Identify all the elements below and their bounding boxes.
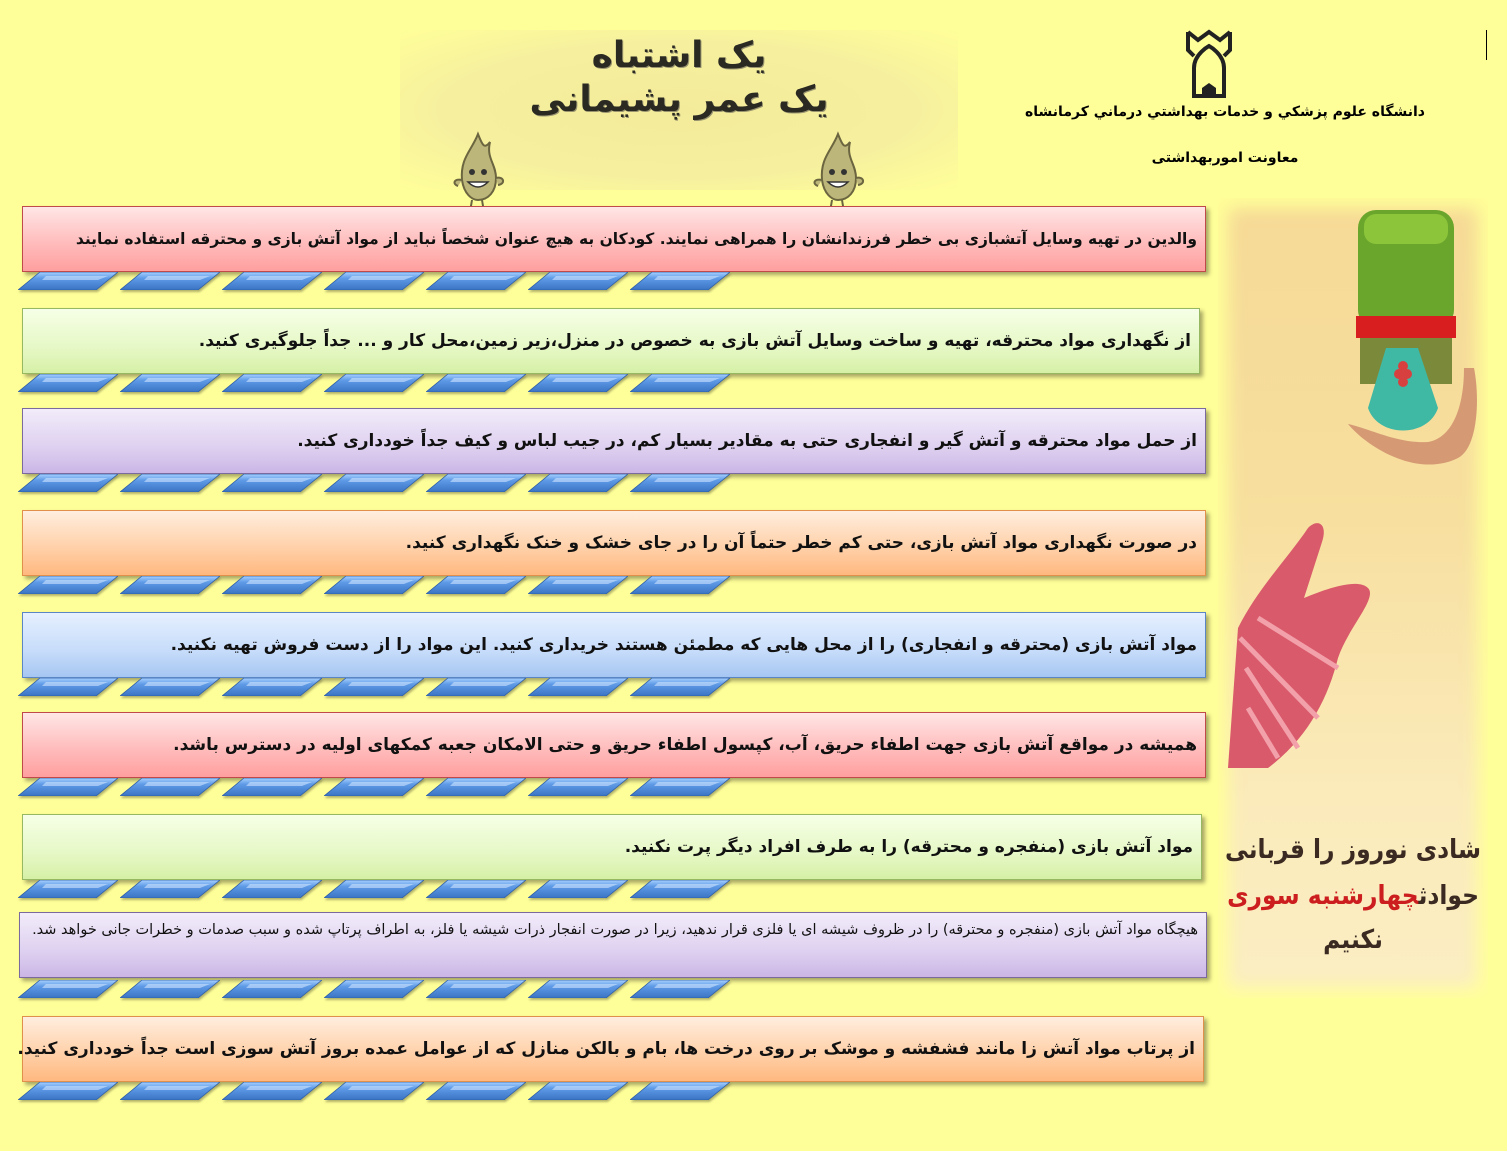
chevron-divider [18,678,748,698]
chevron-divider [18,272,748,292]
safety-tip-5 [22,612,1206,678]
chevron-divider [18,778,748,798]
chevron-parallelogram-icon [528,474,628,492]
chevron-parallelogram-icon [222,474,322,492]
chevron-parallelogram-icon [18,980,118,998]
chevron-parallelogram-icon [324,474,424,492]
safety-tip-7 [22,814,1202,880]
university-name: دانشگاه علوم پزشكي و خدمات بهداشتي درماني كرمانشاه [1025,104,1425,120]
chevron-parallelogram-icon [426,374,526,392]
chevron-parallelogram-icon [18,778,118,796]
banner-line-2: یک عمر پشیمانی [529,79,829,120]
chevron-parallelogram-icon [426,880,526,898]
tip-text: از حمل مواد محترقه و آتش گیر و انفجاری حتی به مقادیر بسیار کم، در جیب لباس و کیف جداً خودداری کنید. [297,431,1197,451]
chevron-parallelogram-icon [426,778,526,796]
chevron-parallelogram-icon [18,1082,118,1100]
chevron-parallelogram-icon [18,272,118,290]
bandaged-hand-icon [1218,518,1488,778]
chevron-parallelogram-icon [426,1082,526,1100]
sabzeh-in-hand-icon [1218,198,1488,528]
chevron-parallelogram-icon [324,576,424,594]
nowruz-poster-image [1218,198,1488,998]
chevron-parallelogram-icon [630,778,730,796]
university-logo-icon [1182,28,1236,98]
safety-tip-2 [22,308,1200,374]
page-edge-marker [1486,30,1487,60]
chevron-parallelogram-icon [528,678,628,696]
chevron-parallelogram-icon [324,1082,424,1100]
banner-line-1: یک اشتباه [591,35,767,76]
chevron-parallelogram-icon [324,980,424,998]
chevron-divider [18,880,748,900]
chevron-parallelogram-icon [630,880,730,898]
fire-mascot-icon [450,128,506,218]
tip-text: از پرتاب مواد آتش زا مانند فشفشه و موشک بر روی درخت ها، بام و بالکن منازل که از عوامل عمده بروز آتش سوزی است جداً خودداری کنید. [17,1039,1195,1059]
safety-tip-8 [19,912,1207,978]
chevron-parallelogram-icon [222,778,322,796]
chevron-divider [18,980,748,1000]
chevron-parallelogram-icon [324,272,424,290]
chevron-parallelogram-icon [222,980,322,998]
chevron-parallelogram-icon [18,678,118,696]
fire-mascot-icon [810,128,866,218]
chevron-parallelogram-icon [222,1082,322,1100]
chevron-parallelogram-icon [324,880,424,898]
department-name: معاونت اموربهداشتی [1151,150,1299,166]
tip-text: مواد آتش بازی (محترقه و انفجاری) را از محل هایی که مطمئن هستند خریداری کنید. این مواد را از دست فروش تهیه نکنید. [170,635,1197,655]
chevron-parallelogram-icon [222,576,322,594]
chevron-parallelogram-icon [120,474,220,492]
chevron-parallelogram-icon [630,474,730,492]
safety-tip-3 [22,408,1206,474]
chevron-parallelogram-icon [630,980,730,998]
chevron-parallelogram-icon [630,1082,730,1100]
chevron-parallelogram-icon [426,678,526,696]
chevron-parallelogram-icon [18,576,118,594]
chevron-parallelogram-icon [18,374,118,392]
poster-caption-highlight: چهارشنبه سوری [1227,881,1419,911]
tip-text: همیشه در مواقع آتش بازی جهت اطفاء حریق، آب، کپسول اطفاء حریق و حتی الامکان جعبه کمکهای اولیه در دسترس باشد. [173,735,1197,755]
chevron-parallelogram-icon [324,374,424,392]
tip-text: هیچگاه مواد آتش بازی (منفجره و محترقه) را در ظروف شیشه ای یا فلزی قرار ندهید، زیرا در صورت انفجار ذرات شیشه یا فلز، به اطراف پرتاپ شده و سبب صدمات و خطرات جانی خواهد شد. [32,922,1198,938]
chevron-parallelogram-icon [120,576,220,594]
chevron-parallelogram-icon [426,272,526,290]
chevron-parallelogram-icon [528,374,628,392]
chevron-parallelogram-icon [18,880,118,898]
chevron-parallelogram-icon [528,1082,628,1100]
chevron-parallelogram-icon [120,880,220,898]
chevron-parallelogram-icon [528,272,628,290]
chevron-parallelogram-icon [426,474,526,492]
chevron-parallelogram-icon [528,880,628,898]
chevron-parallelogram-icon [120,374,220,392]
poster-caption-prefix: حوادث [1418,881,1479,911]
chevron-parallelogram-icon [222,374,322,392]
chevron-divider [18,1082,748,1102]
chevron-divider [18,474,748,494]
poster-caption-suffix: نکنیم [1323,925,1383,955]
safety-tip-1 [22,206,1206,272]
chevron-parallelogram-icon [120,778,220,796]
tip-text: والدین در تهیه وسایل آتشبازی بی خطر فرزندانشان را همراهی نمایند. کودکان به هیچ عنوان شخصاً نباید از مواد آتش بازی و محترقه استفاده نمایند [75,230,1197,248]
chevron-parallelogram-icon [222,880,322,898]
chevron-parallelogram-icon [120,1082,220,1100]
chevron-parallelogram-icon [528,576,628,594]
chevron-parallelogram-icon [120,980,220,998]
chevron-parallelogram-icon [630,374,730,392]
safety-tip-6 [22,712,1206,778]
slogan-banner [400,30,958,190]
tip-text: از نگهداری مواد محترقه، تهیه و ساخت وسایل آتش بازی به خصوص در منزل،زیر زمین،محل کار و ... جداً جلوگیری کنید. [198,331,1191,351]
safety-tip-4 [22,510,1206,576]
poster-caption-line-1: شادی نوروز را قربانی [1225,835,1481,865]
chevron-parallelogram-icon [222,272,322,290]
chevron-parallelogram-icon [630,678,730,696]
chevron-parallelogram-icon [18,474,118,492]
poster-caption-line-2 [1218,874,1488,962]
chevron-parallelogram-icon [630,576,730,594]
chevron-parallelogram-icon [324,778,424,796]
chevron-parallelogram-icon [528,980,628,998]
chevron-parallelogram-icon [120,272,220,290]
chevron-parallelogram-icon [426,980,526,998]
safety-tip-9 [17,1016,1204,1082]
tip-text: مواد آتش بازی (منفجره و محترقه) را به طرف افراد دیگر پرت نکنید. [624,837,1193,857]
chevron-parallelogram-icon [120,678,220,696]
chevron-divider [18,374,748,394]
chevron-parallelogram-icon [528,778,628,796]
chevron-parallelogram-icon [324,678,424,696]
chevron-parallelogram-icon [222,678,322,696]
chevron-parallelogram-icon [630,272,730,290]
chevron-divider [18,576,748,596]
chevron-parallelogram-icon [426,576,526,594]
tip-text: در صورت نگهداری مواد آتش بازی، حتی کم خطر حتماً آن را در جای خشک و خنک نگهداری کنید. [405,533,1197,553]
